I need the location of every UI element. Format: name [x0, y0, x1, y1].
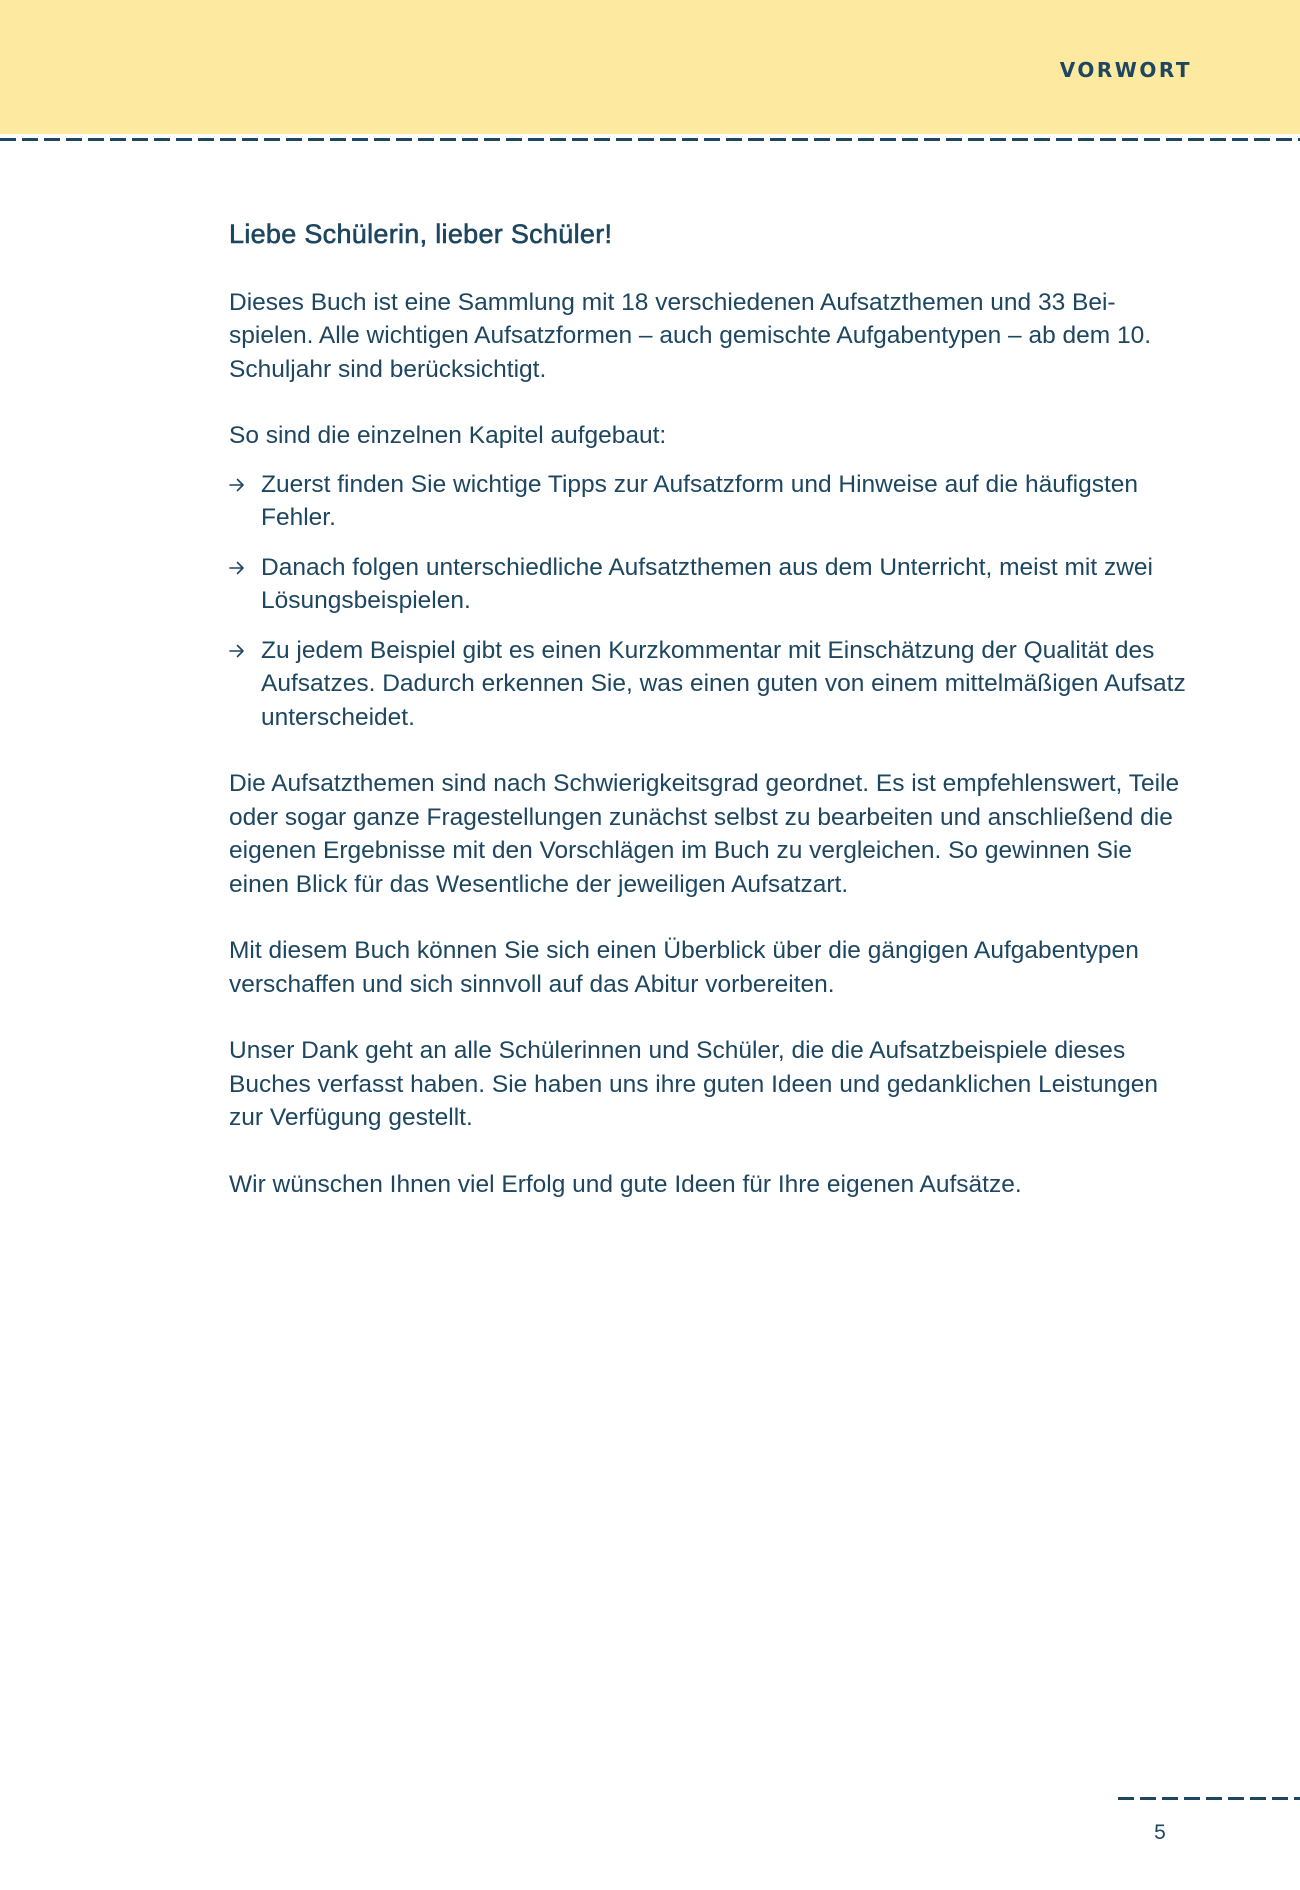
- arrow-right-icon: [229, 551, 251, 584]
- chapter-structure-list: [229, 468, 1189, 735]
- intro-paragraph: Dieses Buch ist eine Sammlung mit 18 verschiedenen Aufsatzthemen und 33 Beispielen. Alle wichtigen Aufsatzformen – auch gemischte Aufgabentypen – ab dem 10. Schuljahr sind berücksichtigt.: [229, 288, 1152, 383]
- list-item: [229, 551, 1189, 618]
- header-dashed-rule: [0, 138, 1300, 141]
- overview-paragraph: Mit diesem Buch können Sie sich einen Überblick über die gängigen Aufgabentypen verschaffen und sich sinnvoll auf das Abitur vorbereiten.: [229, 937, 1139, 998]
- arrow-right-icon: [229, 468, 251, 501]
- list-item-text: Zuerst finden Sie wichtige Tipps zur Aufsatzform und Hinweise auf die häufigsten Fehler.: [261, 470, 1139, 531]
- structure-intro: So sind die einzelnen Kapitel aufgebaut:: [229, 422, 667, 449]
- list-item-text: Zu jedem Beispiel gibt es einen Kurzkommentar mit Einschätzung der Qualität des Aufsatzes. Dadurch erkennen Sie, was einen guten von einem mittelmäßigen Aufsatz unterscheidet.: [261, 636, 1186, 731]
- list-item-text: Danach folgen unterschiedliche Aufsatzthemen aus dem Unterricht, meist mit zwei Lösungsbeispielen.: [261, 553, 1153, 614]
- section-label: VORWORT: [1059, 58, 1192, 82]
- page-number: 5: [1154, 1821, 1166, 1844]
- page-content: [229, 218, 1189, 1234]
- closing-paragraph: Wir wünschen Ihnen viel Erfolg und gute Ideen für Ihre eigenen Aufsätze.: [229, 1170, 1022, 1198]
- difficulty-paragraph: Die Aufsatzthemen sind nach Schwierigkeitsgrad geordnet. Es ist empfehlenswert, Teile oder sogar ganze Fragestellungen zunächst selbst zu bearbeiten und anschließend die eigenen Ergebnisse mit den Vorschlägen im Buch zu vergleichen. So gewinnen Sie einen Blick für das Wesentliche der jeweiligen Aufsatzart.: [229, 770, 1180, 898]
- salutation-heading: Liebe Schülerin, lieber Schüler!: [229, 219, 613, 249]
- list-item: [229, 634, 1189, 735]
- thanks-paragraph: Unser Dank geht an alle Schülerinnen und Schüler, die die Aufsatzbeispiele dieses Buches verfasst haben. Sie haben uns ihre guten Ideen und gedanklichen Leistungen zur Verfügung gestellt.: [229, 1037, 1158, 1131]
- footer-dashed-rule: [1118, 1797, 1300, 1800]
- list-item: [229, 468, 1189, 535]
- arrow-right-icon: [229, 634, 251, 667]
